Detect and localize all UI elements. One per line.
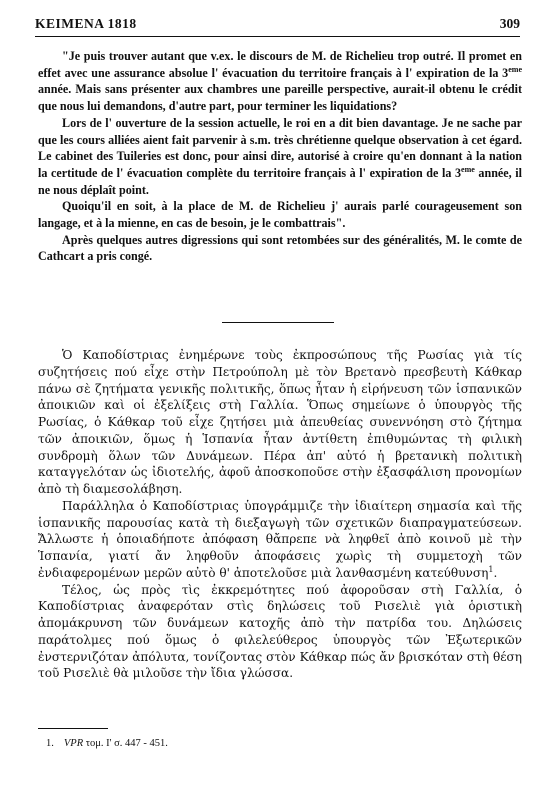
running-header — [35, 14, 520, 37]
running-title: ΚΕΙΜΕΝΑ 1818 — [35, 16, 137, 31]
french-paragraph-3: Quoiqu'il en soit, à la place de M. de Richelieu j' aurais parlé courageusement son langage, et à la mienne, en cas de besoin, je le combattrais". — [38, 199, 522, 231]
page-number: 309 — [499, 16, 520, 31]
french-paragraph-2: Lors de l' ouverture de la session actuelle, le roi en a dit bien davantage. Je ne sache par que les cours alliées aient fait parvenir à s.m. très chrétienne quelque observation à cet égard. Le cabinet des Tuileries est donc, pour ainsi dire, autorisé à croire qu'en donnant à la nation la certitude de l' évacuation complète du territoire français à l' expiration de la 3eme année, il ne nous déplaît point. — [38, 115, 522, 197]
footnote-source: VPR — [63, 738, 84, 749]
greek-paragraph-3: Τέλος, ὡς πρὸς τὶς ἐκκρεμότητες πού ἀφοροῦσαν στὴ Γαλλία, ὁ Καποδίστριας ἀναφερόταν στὶς δηλώσεις τοῦ Ρισελιὲ γιὰ ὁριστικὴ ἀπομάκρυνση τῶν δυνάμεων κατοχῆς ἀπὸ τὴν πατρίδα του. Δηλώσεις παράτολμες πού ὅμως ὁ φιλελεύθερος ὑπουργὸς τῶν Ἐξωτερικῶν ἐνστερνιζόταν ἀπόλυτα, τονίζοντας στὸν Κάθκαρ πώς ἄν βρισκόταν στὴ θέση τοῦ Ρισελιὲ θὰ μιλοῦσε τὴν ἴδια γλώσσα. — [38, 582, 522, 681]
greek-paragraph-1: Ὁ Καποδίστριας ἐνημέρωνε τοὺς ἐκπροσώπους τῆς Ρωσίας γιὰ τίς συζητήσεις πού εἶχε στὴν Πετρούπολη μὲ τὸν Βρετανὸ πρεσβευτὴ Κάθκαρ πάνω σὲ ζητήματα γενικῆς πολιτικῆς, ὅπως ἦταν ἡ εἰρήνευση τῶν ἱσπανικῶν ἀποικιῶν καὶ οἱ ἐξελίξεις στὴ Γαλλία. Ὅπως σημείωνε ὁ ὑπουργὸς τῆς Ρωσίας, ὁ Κάθκαρ τοῦ εἶχε ζητήσει μιὰ ἀπευθείας συνεννόηση στὸ ζήτημα τῶν ἀποικιῶν, ὅμως ἡ Ἱσπανία ἦταν ἀντίθετη ἐπιθυμώντας τὴ φιλικὴ συνδρομὴ ὅλων τῶν Δυνάμεων. Πέρα ἀπ' αὐτό ἡ βρετανικὴ πολιτικὴ καταγγελόταν ὡς ἰδιοτελής, ἀφοῦ ἀποσκοποῦσε στὴν ἐξασφάλιση προνομίων ἀπὸ τὴ διαμεσολάβηση. — [38, 348, 522, 496]
footnote-divider — [38, 728, 108, 729]
footnote-reference: τομ. Ι' σ. 447 - 451. — [83, 738, 168, 749]
superscript-eme: eme — [508, 64, 522, 74]
footnote-marker[interactable]: 1 — [488, 564, 494, 574]
french-paragraph-4: Après quelques autres digressions qui sont retombées sur des généralités, M. le comte de Cathcart a pris congé. — [38, 232, 522, 264]
french-paragraph-1: "Je puis trouver autant que v.ex. le discours de M. de Richelieu trop outré. Il promet en effet avec une assurance absolue l' évacuation du territoire français à l' expiration de la 3eme année. Mais sans présenter aux chambres une pareille perspective, aurait-il obtenu le crédit que nous lui demandons, d'autre part, pour terminer les liquidations? — [38, 49, 522, 114]
french-quotation — [38, 48, 522, 265]
footnote — [46, 738, 168, 749]
section-divider — [222, 322, 334, 323]
footnote-number: 1. — [46, 738, 54, 749]
greek-paragraph-2: Παράλληλα ὁ Καποδίστριας ὑπογράμμιζε τὴν ἰδιαίτερη σημασία καὶ τῆς ἱσπανικῆς παρουσίας κατὰ τὴ διεξαγωγὴ τῶν σχετικῶν διαπραγματεύσεων. Ἄλλωστε ἡ ὁποιαδήποτε ἀπόφαση θἄπρεπε νὰ ληφθεῖ ἀπὸ κοινοῦ μὲ τὴν Ἱσπανία, γιατί ἄν ληφθοῦν ἀποφάσεις χωρὶς τὴ συμμετοχὴ τῶν ἐνδιαφερομένων μερῶν αὐτὸ θ' ἀποτελοῦσε μιὰ λανθασμένη κατεύθυνση$^1$. — [38, 498, 522, 580]
greek-commentary — [38, 347, 522, 682]
superscript-eme: eme — [461, 164, 475, 174]
